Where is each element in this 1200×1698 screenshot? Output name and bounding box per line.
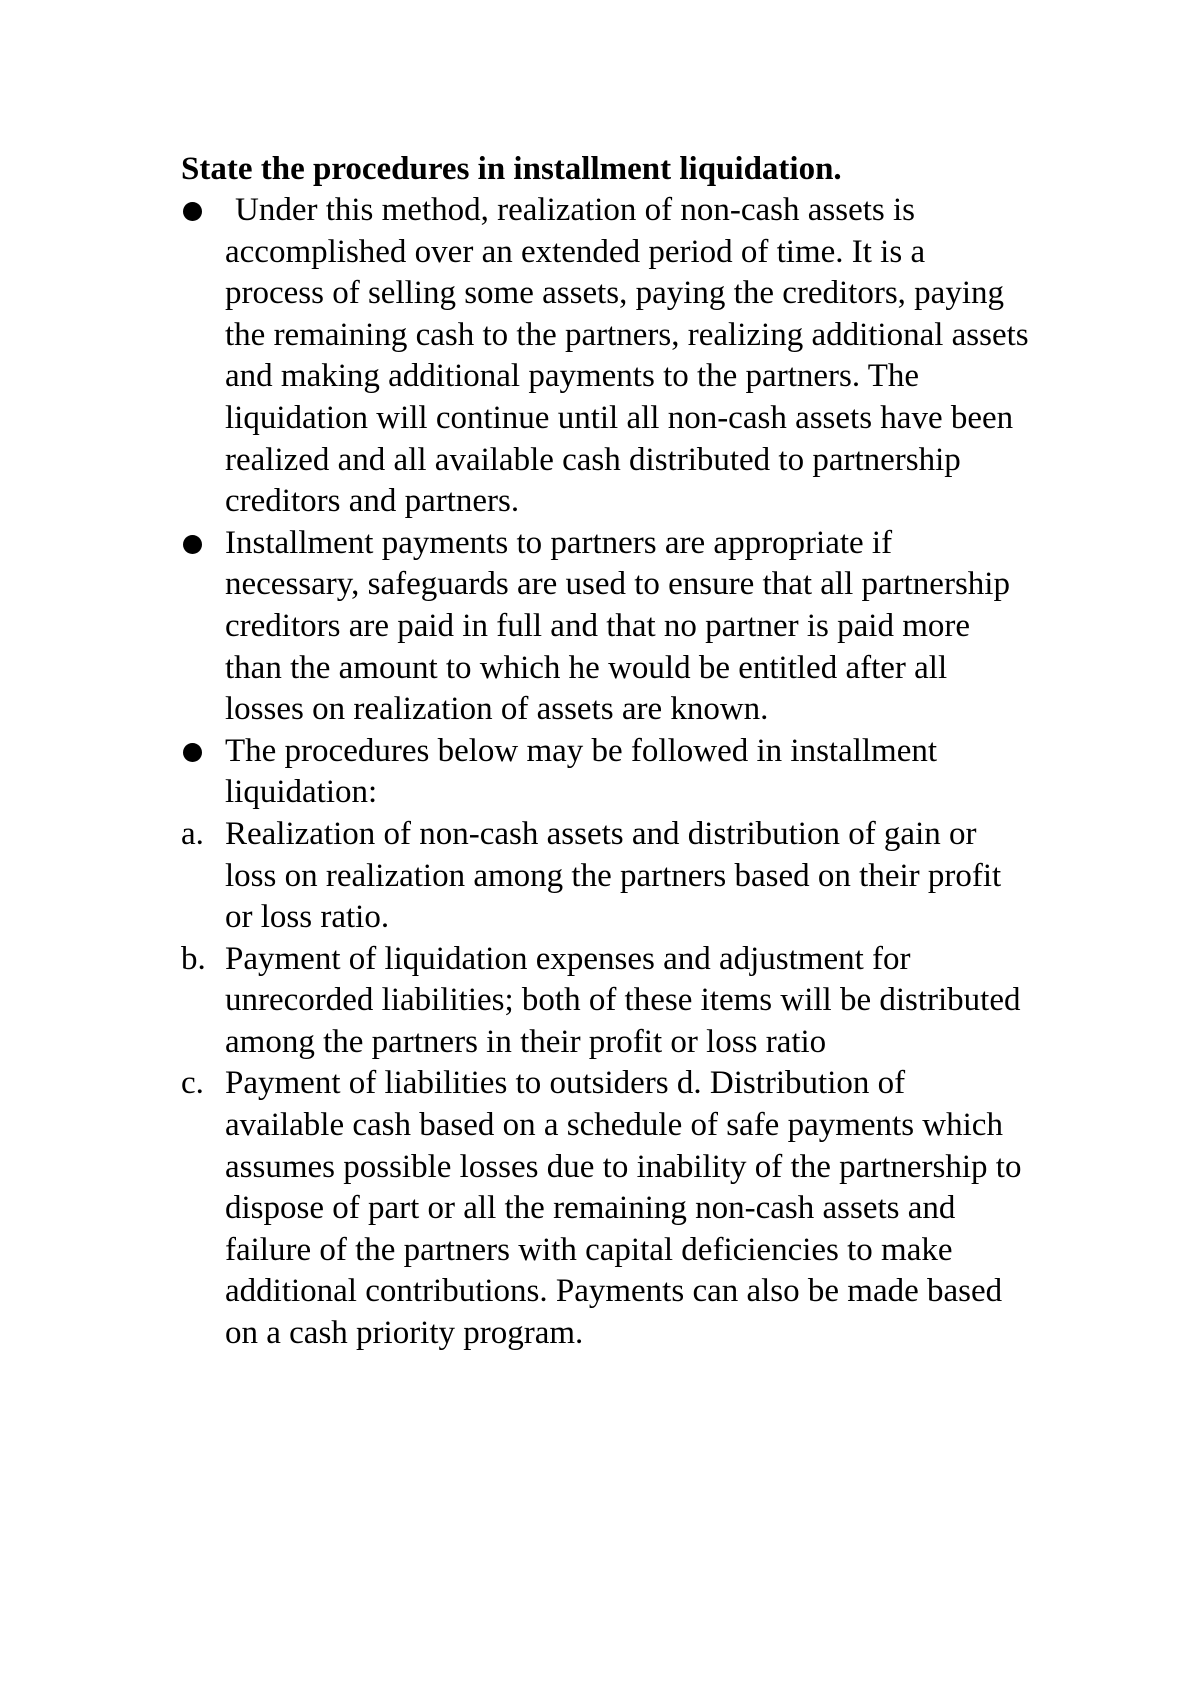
step-marker: a. — [181, 815, 204, 852]
step-marker: b. — [181, 940, 206, 977]
document-page — [181, 148, 1031, 1355]
step-text: Payment of liabilities to outsiders d. Distribution of available cash based on a schedule of safe payments which assumes possible losses due to inability of the partnership to dispose of part or all the remaining non-cash assets and failure of the partners with capital deficiencies to make additional contributions. Payments can also be made based on a cash priority program. — [225, 1065, 1022, 1352]
bullet-dot-icon — [183, 743, 202, 762]
step-text: Realization of non-cash assets and distribution of gain or loss on realization among the partners based on their profit or loss ratio. — [225, 815, 1002, 936]
bullet-text: Under this method, realization of non-cash assets is accomplished over an extended period of time. It is a process of selling some assets, paying the creditors, paying the remaining cash to the partners, realizing additional assets and making additional payments to the partners. The liquidation will continue until all non-cash assets have been realized and all available cash distributed to partnership creditors and partners. — [225, 192, 1029, 520]
bullet-item — [181, 731, 1031, 814]
step-item — [181, 939, 1031, 1064]
document-heading: State the procedures in installment liquidation. — [181, 151, 842, 187]
step-text: Payment of liquidation expenses and adjustment for unrecorded liabilities; both of these items will be distributed among the partners in their profit or loss ratio — [225, 940, 1021, 1060]
bullet-item — [181, 523, 1031, 731]
bullet-text: Installment payments to partners are appropriate if necessary, safeguards are used to ensure that all partnership creditors are paid in full and that no partner is paid more than the amount to which he would be entitled after all losses on realization of assets are known. — [225, 524, 1010, 728]
bullet-dot-icon — [183, 535, 202, 554]
step-item — [181, 1063, 1031, 1354]
bullet-dot-icon — [183, 202, 202, 221]
step-item — [181, 814, 1031, 939]
bullet-item — [181, 190, 1031, 523]
bullet-text: The procedures below may be followed in installment liquidation: — [225, 732, 938, 811]
step-marker: c. — [181, 1065, 204, 1102]
